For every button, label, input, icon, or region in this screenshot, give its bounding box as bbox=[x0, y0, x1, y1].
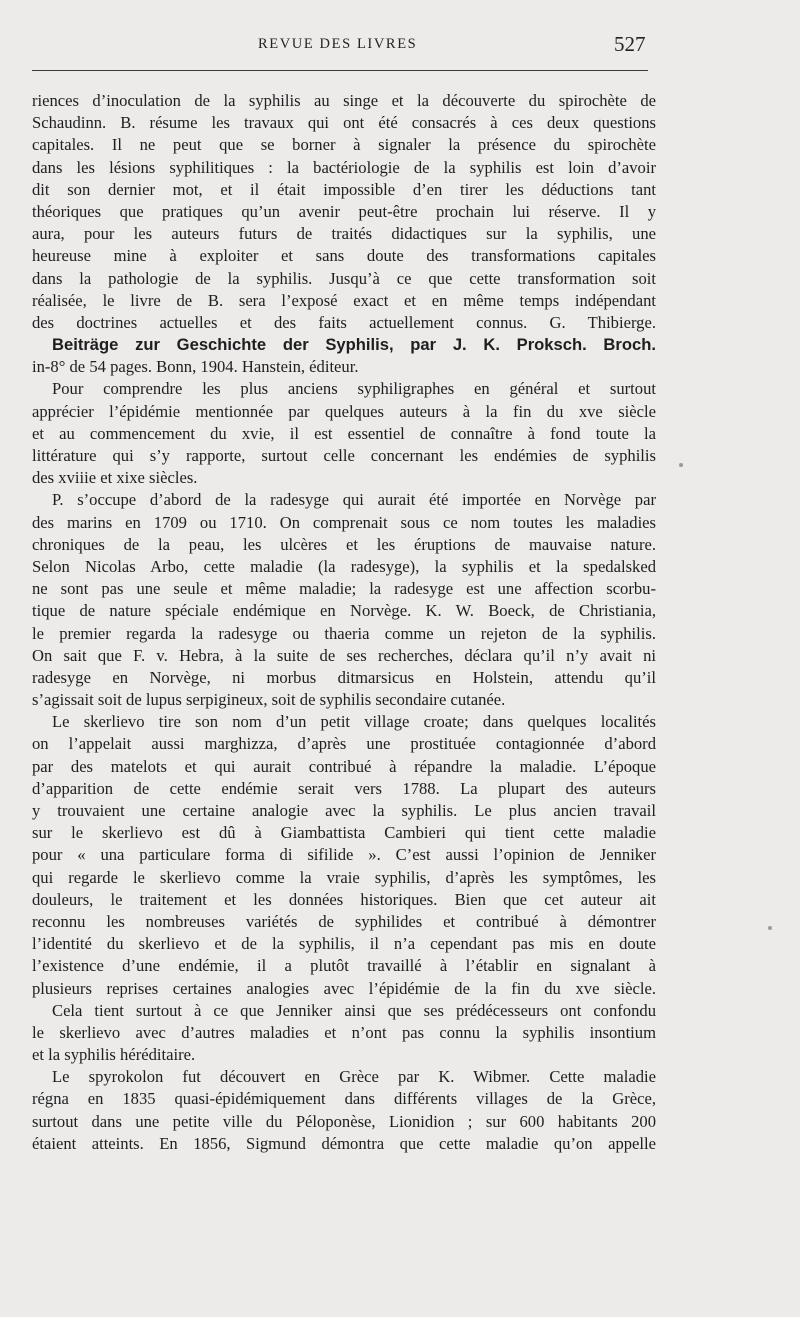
text-line: littérature qui s’y rapporte, surtout celle concernant les endémies de syphilis bbox=[32, 446, 656, 465]
text-line: aura, pour les auteurs futurs de traités didactiques sur la syphilis, une bbox=[32, 224, 656, 244]
text-line: théoriques que pratiques qu’un avenir peut-être prochain lui réserve. Il y bbox=[32, 201, 656, 221]
text-line: des marins en 1709 ou 1710. On comprenait sous ce nom toutes les maladies bbox=[32, 512, 656, 532]
text-line: d’apparition de cette endémie serait vers 1788. La plupart des auteurs bbox=[32, 778, 656, 798]
text-line: et au commencement du xvie, il est essentiel de connaître à fond toute la bbox=[32, 423, 656, 443]
text-line: dans les lésions syphilitiques : la bactériologie de la syphilis est loin d’avoir bbox=[32, 157, 656, 177]
text-line: des doctrines actuelles et des faits actuellement connus. G. Thibierge. bbox=[32, 312, 656, 332]
body-text bbox=[32, 90, 656, 1155]
text-line: l’identité du skerlievo et de la syphilis, il n’a cependant pas mis en doute bbox=[32, 934, 656, 954]
text-line: capitales. Il ne peut que se borner à signaler la présence du spirochète bbox=[32, 135, 656, 155]
text-line: pour « una particulare forma di sifilide ». C’est aussi l’opinion de Jenniker bbox=[32, 845, 656, 865]
text-line: apprécier l’épidémie mentionnée par quelques auteurs à la fin du xve siècle bbox=[32, 401, 656, 421]
text-line: radesyge en Norvège, ni morbus ditmarsicus en Holstein, attendu qu’il bbox=[32, 667, 656, 687]
text-line: dans la pathologie de la syphilis. Jusqu’à ce que cette transformation soit bbox=[32, 268, 656, 288]
text-line: surtout dans une petite ville du Péloponèse, Lionidion ; sur 600 habitants 200 bbox=[32, 1111, 656, 1131]
text-line: y trouvaient une certaine analogie avec la syphilis. Le plus ancien travail bbox=[32, 801, 656, 820]
text-line: ne sont pas une seule et même maladie; la radesyge est une affection scorbu- bbox=[32, 579, 656, 599]
header-rule bbox=[32, 70, 648, 71]
text-line: dit son dernier mot, et il était impossible d’en tirer les déductions tant bbox=[32, 179, 656, 199]
text-line: Pour comprendre les plus anciens syphiligraphes en général et surtout bbox=[52, 379, 656, 399]
text-line: des xviiie et xixe siècles. bbox=[32, 468, 198, 488]
text-line: heureuse mine à exploiter et sans doute des transformations capitales bbox=[32, 246, 656, 266]
text-line: qui regarde le skerlievo comme la vraie syphilis, d’après les symptômes, les bbox=[32, 867, 656, 887]
text-line: On sait que F. v. Hebra, à la suite de ses recherches, déclara qu’il n’y avait ni bbox=[32, 645, 656, 665]
text-line: le skerlievo avec d’autres maladies et n’ont pas connu la syphilis insontium bbox=[32, 1022, 656, 1042]
text-line: étaient atteints. En 1856, Sigmund démontra que cette maladie qu’on appelle bbox=[32, 1133, 656, 1153]
text-line: le premier regarda la radesyge ou thaeria comme un rejeton de la syphilis. bbox=[32, 623, 656, 643]
text-line: l’existence d’une endémie, il a plutôt travaillé à l’établir en signalant à bbox=[32, 956, 656, 976]
text-line: par des matelots et qui aurait contribué à répandre la maladie. L’époque bbox=[32, 756, 656, 776]
text-line: douleurs, le traitement et les données historiques. Bien que cet auteur ait bbox=[32, 889, 656, 909]
text-line: sur le skerlievo est dû à Giambattista Cambieri qui tient cette maladie bbox=[32, 823, 656, 843]
text-line: s’agissait soit de lupus serpigineux, soit de syphilis secondaire cutanée. bbox=[32, 690, 506, 710]
page-speck bbox=[768, 926, 772, 930]
text-line: tique de nature spéciale endémique en Norvège. K. W. Boeck, de Christiania, bbox=[32, 601, 656, 621]
page-speck bbox=[679, 463, 683, 467]
text-line: Le skerlievo tire son nom d’un petit village croate; dans quelques localités bbox=[52, 712, 656, 732]
book-title-line: Beiträge zur Geschichte der Syphilis, par J. K. Proksch. Broch. bbox=[52, 335, 656, 355]
text-line: régna en 1835 quasi-épidémiquement dans différents villages de la Grèce, bbox=[32, 1089, 656, 1109]
page-number: 527 bbox=[614, 32, 646, 56]
running-title: REVUE DES LIVRES bbox=[258, 36, 418, 52]
text-line: reconnu les nombreuses variétés de syphilides et contribué à démontrer bbox=[32, 911, 656, 931]
text-line: riences d’inoculation de la syphilis au singe et la découverte du spirochète de bbox=[32, 91, 656, 110]
text-line: Selon Nicolas Arbo, cette maladie (la radesyge), la syphilis et la spedalsked bbox=[32, 556, 656, 576]
text-line: Schaudinn. B. résume les travaux qui ont été consacrés à ces deux questions bbox=[32, 113, 656, 133]
text-line: P. s’occupe d’abord de la radesyge qui aurait été importée en Norvège par bbox=[52, 490, 656, 510]
running-head bbox=[0, 34, 800, 60]
text-line: Le spyrokolon fut découvert en Grèce par K. Wibmer. Cette maladie bbox=[52, 1067, 656, 1087]
text-line: réalisée, le livre de B. sera l’exposé exact et en même temps indépendant bbox=[32, 290, 656, 310]
text-line: et la syphilis héréditaire. bbox=[32, 1045, 196, 1065]
text-line: Cela tient surtout à ce que Jenniker ainsi que ses prédécesseurs ont confondu bbox=[52, 1000, 656, 1020]
text-line: chroniques de la peau, les ulcères et les éruptions de mauvaise nature. bbox=[32, 534, 656, 554]
text-line: in-8° de 54 pages. Bonn, 1904. Hanstein, éditeur. bbox=[32, 357, 359, 377]
text-line: plusieurs reprises certaines analogies avec l’épidémie de la fin du xve siècle. bbox=[32, 978, 656, 998]
text-line: on l’appelait aussi marghizza, d’après une prostituée contagionnée d’abord bbox=[32, 734, 656, 754]
